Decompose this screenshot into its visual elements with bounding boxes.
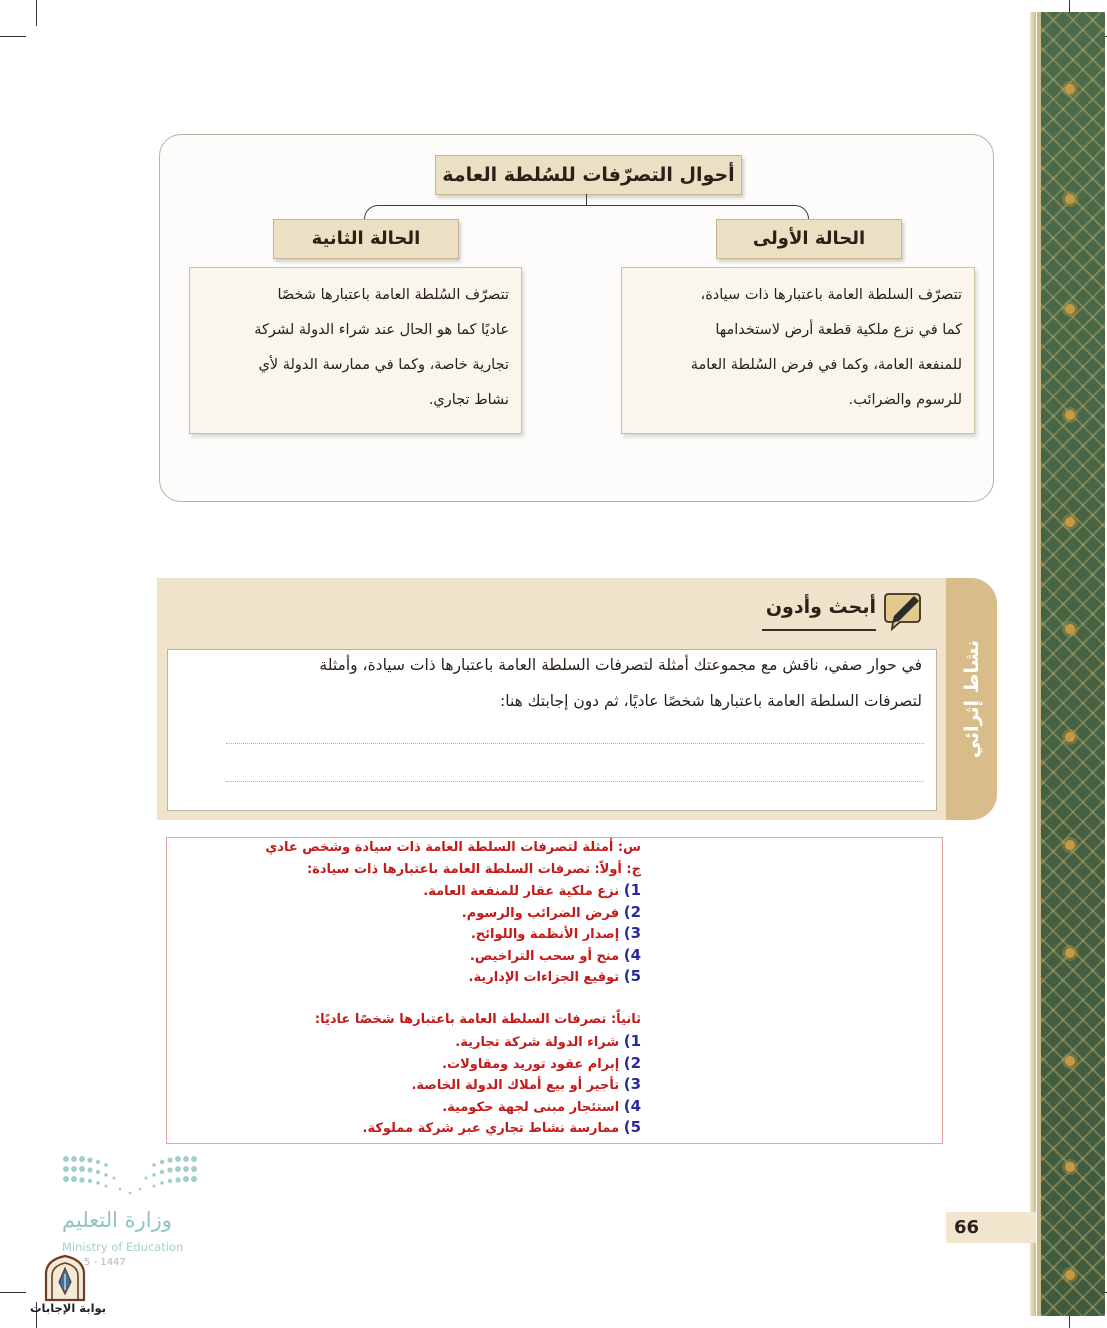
answer-item [455,1032,641,1050]
case-one-line: تتصرّف السلطة العامة باعتبارها ذات سيادة، [700,287,962,303]
crop-mark [36,0,37,26]
answer-item [423,881,641,899]
ornament-dot [1065,732,1075,742]
case-one-line: كما في نزع ملكية قطعة أرض لاستخدامها [715,322,962,338]
answer-item-text: استئجار مبنى لجهة حكومية. [442,1100,620,1115]
pen-bubble-icon [880,588,924,632]
activity-title: أبحث وأدون [765,596,876,618]
ministry-name-arabic: وزارة التعليم [62,1208,172,1232]
case-one-line: للمنفعة العامة، وكما في فرض السُلطة العامة [690,357,962,373]
ministry-year: 5 - 1447 [84,1257,126,1268]
portal-arch-pen-icon [42,1254,88,1302]
answer-item [363,1118,641,1136]
case-two-line: عاديًا كما هو الحال عند شراء الدولة لشركة [254,322,509,338]
ornament-dot [1065,1270,1075,1280]
ornament-dot [1065,410,1075,420]
case-two-card [189,267,522,434]
case-two-heading: الحالة الثانية [273,219,459,259]
answer-part-one-heading: ج: أولاً: تصرفات السلطة العامة باعتبارها ذات سيادة: [306,862,641,877]
crop-mark [0,1292,26,1293]
answer-item-text: منح أو سحب التراخيص. [469,949,620,964]
case-two-line: تتصرّف السُلطة العامة باعتبارها شخصًا [277,287,509,303]
connector-line [586,205,809,220]
ornament-dot [1065,624,1075,634]
answer-item-text: فرض الضرائب والرسوم. [461,906,620,921]
ministry-name-english: Ministry of Education [62,1240,184,1254]
answer-item-text: إصدار الأنظمة واللوائح. [470,927,620,942]
ornament-dot [1065,517,1075,527]
answer-item-text: نزع ملكية عقار للمنفعة العامة. [423,884,620,899]
answer-item-number: 4) [623,946,641,964]
writing-dotted-line [226,781,924,782]
answer-item-number: 4) [623,1097,641,1115]
answer-item-number: 5) [623,1118,641,1136]
answer-item-text: تأجير أو بيع أملاك الدولة الخاصة. [411,1078,620,1093]
answer-item [471,924,641,942]
writing-dotted-line [226,743,924,744]
ornament-dot [1065,1056,1075,1066]
case-one-heading: الحالة الأولى [716,219,902,259]
answer-item [462,903,641,921]
ornament-dot [1065,304,1075,314]
answer-item [442,1097,641,1115]
answer-item-number: 1) [623,881,641,899]
answer-item-number: 2) [623,903,641,921]
answer-item [442,1054,641,1072]
crop-mark [0,36,26,37]
activity-prompt-line: في حوار صفي، ناقش مع مجموعتك أمثلة لتصرفات السلطة العامة باعتبارها ذات سيادة، وأمثلة [319,656,922,674]
answer-item [470,946,641,964]
connector-line [364,205,587,220]
case-two-line: تجارية خاصة، وكما في ممارسة الدولة لأي [258,357,509,373]
answer-item-number: 5) [623,967,641,985]
page-border-strip [1030,12,1036,1316]
portal-name: بوابة الإجابات [30,1301,107,1315]
ornament-dot [1065,840,1075,850]
answer-item-number: 1) [623,1032,641,1050]
answer-item-text: ممارسة نشاط تجاري عبر شركة مملوكة. [362,1121,620,1136]
ornament-dot [1065,948,1075,958]
page-number: 66 [946,1212,1036,1243]
answer-item-text: شراء الدولة شركة تجارية. [455,1035,620,1050]
activity-side-label: نشاط إثرائي [960,639,983,759]
ornament-dot [1065,1162,1075,1172]
activity-prompt-line: لتصرفات السلطة العامة باعتبارها شخصًا عاديًا، ثم دون إجابتك هنا: [500,692,922,710]
diagram-title: أحوال التصرّفات للسُلطة العامة [435,155,742,195]
answer-part-two-heading: ثانياً: تصرفات السلطة العامة باعتبارها شخصًا عاديًا: [314,1012,641,1027]
activity-side-label-wrap [946,578,997,820]
title-underline [762,629,876,631]
ministry-logo-dots-icon [62,1155,198,1197]
decorative-pattern-band [1037,12,1105,1316]
answer-item-number: 2) [623,1054,641,1072]
ornament-dot [1065,84,1075,94]
answer-question: س: أمثلة لتصرفات السلطة العامة ذات سيادة وشخص عادي [265,840,641,855]
ornament-dot [1065,194,1075,204]
answer-item-number: 3) [623,924,641,942]
answer-item-text: إبرام عقود توريد ومقاولات. [442,1057,620,1072]
case-one-card [621,267,975,434]
case-one-line: للرسوم والضرائب. [848,392,962,408]
answer-item-text: توقيع الجزاءات الإدارية. [468,970,620,985]
case-two-line: نشاط تجاري. [428,392,509,408]
answer-item-number: 3) [623,1075,641,1093]
answer-item [469,967,641,985]
answer-item [411,1075,641,1093]
